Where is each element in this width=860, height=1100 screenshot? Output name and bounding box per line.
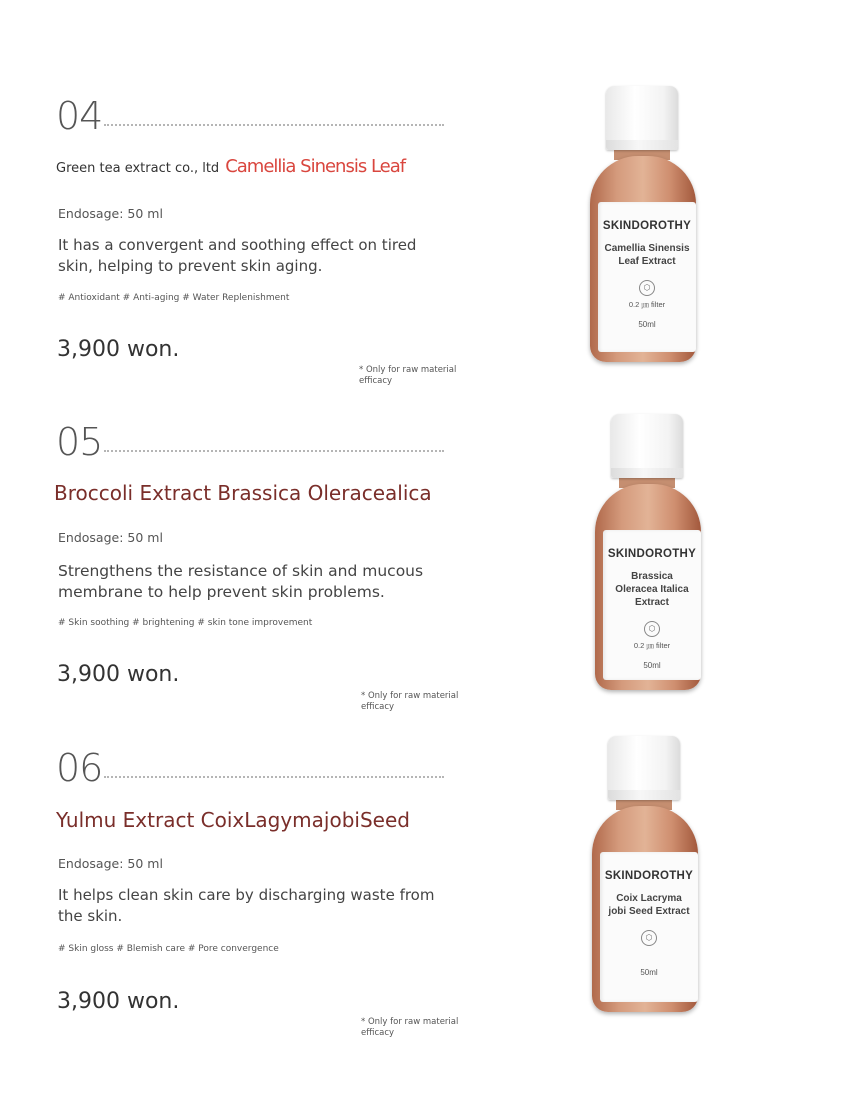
- dose-text: Endosage: 50 ml: [58, 530, 163, 545]
- product-bottle-06: [592, 736, 722, 1016]
- product-title-main: Broccoli Extract Brassica Oleracealica: [54, 481, 432, 505]
- bottle-brand: SKINDOROTHY: [604, 870, 694, 882]
- product-section-05: [0, 420, 860, 750]
- description: Strengthens the resistance of skin and mucous membrane to help prevent skin problems.: [58, 562, 424, 601]
- product-title-main: Yulmu Extract CoixLagymajobiSeed: [56, 808, 410, 832]
- bottle-label: [603, 530, 701, 680]
- bottle-cap: [608, 736, 680, 800]
- bottle-volume: 50ml: [643, 661, 661, 670]
- bottle-product-name: Brassica Oleracea Italica Extract: [615, 571, 689, 608]
- hexagon-icon: ⬡: [644, 621, 660, 637]
- bottle-cap: [611, 414, 683, 478]
- bottle-filter: 0.2 ㎛ filter: [628, 300, 666, 309]
- bottle-brand: SKINDOROTHY: [602, 220, 692, 232]
- tags: # Skin soothing # brightening # skin tone improvement: [58, 618, 313, 628]
- dose-text: Endosage: 50 ml: [58, 856, 163, 871]
- product-title-main: Green tea extract co., ltd: [56, 161, 220, 176]
- bottle-label: [598, 202, 696, 352]
- price: 3,900 won.: [57, 989, 180, 1014]
- product-title: [54, 481, 432, 505]
- product-section-06: [0, 746, 860, 1076]
- tags: # Skin gloss # Blemish care # Pore convergence: [58, 944, 279, 954]
- section-number: 06: [56, 746, 103, 790]
- dotted-divider: [104, 450, 444, 452]
- bottle-label: [600, 852, 698, 1002]
- efficacy-note: * Only for raw material efficacy: [361, 1017, 459, 1038]
- product-title: [56, 156, 405, 177]
- hexagon-icon: ⬡: [641, 930, 657, 946]
- price: 3,900 won.: [57, 662, 180, 687]
- tags: # Antioxidant # Anti-aging # Water Replenishment: [58, 293, 290, 303]
- product-bottle-05: [595, 414, 725, 694]
- bottle-filter-blank: [600, 949, 698, 958]
- price: 3,900 won.: [57, 337, 180, 362]
- bottle-cap: [606, 86, 678, 150]
- efficacy-note: * Only for raw material efficacy: [359, 365, 457, 386]
- bottle-product-name: Coix Lacryma jobi Seed Extract: [608, 893, 690, 917]
- hexagon-icon: ⬡: [639, 280, 655, 296]
- dotted-divider: [104, 776, 444, 778]
- bottle-body: [595, 484, 701, 690]
- bottle-body: [590, 156, 696, 362]
- bottle-volume: 50ml: [638, 320, 656, 329]
- bottle-brand: SKINDOROTHY: [607, 548, 697, 560]
- bottle-filter: 0.2 ㎛ filter: [633, 641, 671, 650]
- product-title-accent: Camellia Sinensis Leaf: [225, 156, 406, 177]
- section-number: 05: [56, 420, 103, 464]
- bottle-body: [592, 806, 698, 1012]
- description: It helps clean skin care by discharging waste from the skin.: [58, 886, 435, 925]
- product-section-04: [0, 94, 860, 424]
- product-bottle-04: [590, 86, 720, 366]
- dose-text: Endosage: 50 ml: [58, 206, 163, 221]
- dotted-divider: [104, 124, 444, 126]
- product-title: [56, 808, 410, 832]
- description: It has a convergent and soothing effect on tired skin, helping to prevent skin aging.: [58, 236, 417, 275]
- bottle-volume: 50ml: [640, 968, 658, 977]
- efficacy-note: * Only for raw material efficacy: [361, 691, 459, 712]
- bottle-product-name: Camellia Sinensis Leaf Extract: [604, 243, 690, 267]
- section-number: 04: [56, 94, 103, 138]
